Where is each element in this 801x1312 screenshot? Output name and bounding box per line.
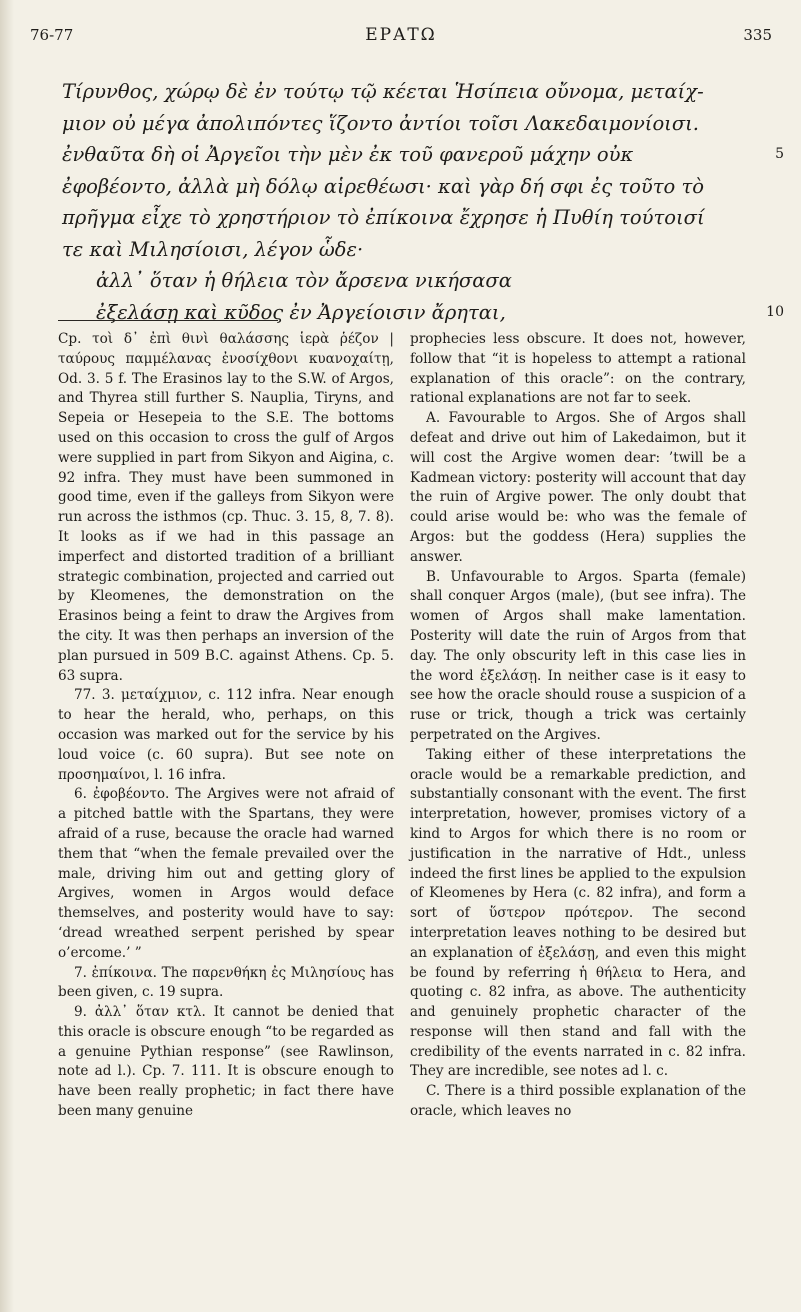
commentary-paragraph: A. Favourable to Argos. She of Argos shall defeat and drive out him of Lakedaimon, but it will cost the Argive women dear: ’twill be a Kadmean victory: posterity will account that day the ruin of Argive power. The only doubt that could arise would be: who was the female of Argos: but the goddess (Hera) supplies the answer. [410,410,746,565]
greek-line-text: ἀλλ᾽ ὅταν ἡ θήλεια τὸν ἄρσενα νικήσασα [96,269,512,292]
section-range: 76-77 [30,26,74,44]
greek-line-text: τε καὶ Μιλησίοισι, λέγον ὧδε· [62,237,364,261]
greek-line [62,171,758,203]
greek-line [62,108,758,140]
commentary-column-right [410,330,746,1122]
greek-text-block [62,76,784,328]
line-number: 10 [766,303,784,320]
greek-line [62,139,784,171]
commentary-paragraph: prophecies less obscure. It does not, however, follow that “it is hopeless to attempt a rational explanation of this oracle”: on the contrary, rational explanations are not far to seek. [410,331,746,407]
greek-line-text: ἐξελάσῃ καὶ κῦδος ἐν Ἀργείοισιν ἄρηται, [96,300,506,324]
greek-line [62,234,758,266]
greek-line [62,265,758,297]
greek-line-text: μιον οὐ μέγα ἀπολιπόντες ἵζοντο ἀντίοι τοῖσι Λακεδαιμονίοισι. [62,111,699,135]
commentary-paragraph: B. Unfavourable to Argos. Sparta (female) shall conquer Argos (male), (but see infra). The women of Argos shall make lamentation. Posterity will date the ruin of Argos from that day. The only obscurity left in this case lies in the word ἐξελάσῃ. In neither case is it easy to see how the oracle should rouse a suspicion of a ruse or trick, though a trick was certainly perpetrated on the Argives. [410,568,746,743]
commentary-paragraph: Cp. τοὶ δ᾽ ἐπὶ θινὶ θαλάσσης ἱερὰ ῥέζον | ταύρους παμμέλανας ἐνοσίχθονι κυανοχαίτῃ, Od. 3. 5 f. The Erasinos lay to the S.W. of Argos, and Thyrea still further S. Nauplia, Tiryns, and Sepeia or Hesepeia to the S.E. The bottoms used on this occasion to cross the gulf of Argos were supplied in part from Sikyon and Aigina, c. 92 infra. They must have been summoned in good time, even if the galleys from Sikyon were run across the isthmos (cp. Thuc. 3. 15, 8, 7. 8). It looks as if we had in this passage an imperfect and distorted tradition of a brilliant strategic combination, projected and carried out by Kleomenes, the demonstration on the Erasinos being a feint to draw the Argives from the city. It was then perhaps an inversion of the plan pursued in 509 B.C. against Athens. Cp. 5. 63 supra. [58,331,394,684]
running-title: ΕΡΑΤΩ [365,25,437,45]
commentary-paragraph: 6. ἐφοβέοντο. The Argives were not afraid of a pitched battle with the Spartans, they were afraid of a ruse, because the oracle had warned them that “when the female prevailed over the male, driving him out and getting glory of Argives, women in Argos would deface themselves, and posterity would have to say: ‘dread wreathed serpent perished by spear o’ercome.’ ” [58,786,394,961]
greek-line-text: πρῆγμα εἶχε τὸ χρηστήριον τὸ ἐπίκοινα ἔχρησε ἡ Πυθίη τούτοισί [62,206,705,229]
line-number: 5 [775,146,784,162]
greek-line-text: ἐφοβέοντο, ἀλλὰ μὴ δόλῳ αἱρεθέωσι· καὶ γὰρ δή σφι ἐς τοῦτο τὸ [62,174,704,198]
greek-line [62,202,758,234]
greek-line [62,297,784,329]
commentary-paragraph: 77. 3. μεταίχμιον, c. 112 infra. Near enough to hear the herald, who, perhaps, on this occasion was marked out for the service by his loud voice (c. 60 supra). But see note on προσημαίνοι, l. 16 infra. [58,687,394,783]
greek-line-text: ἐνθαῦτα δὴ οἱ Ἀργεῖοι τὴν μὲν ἐκ τοῦ φανεροῦ μάχην οὐκ [62,143,634,166]
commentary-paragraph: 7. ἐπίκοινα. The παρενθήκη ἐς Μιλησίους has been given, c. 19 supra. [58,964,394,1001]
page-number: 335 [743,26,772,44]
greek-line-text: Τίρυνθος, χώρῳ δὲ ἐν τούτῳ τῷ κέεται Ἡσίπεια οὔνομα, μεταίχ- [62,80,704,103]
commentary-column-left [58,330,394,1122]
commentary-paragraph: C. There is a third possible explanation of the oracle, which leaves no [410,1083,746,1120]
page-gutter-shadow [0,0,14,1312]
greek-line [62,76,758,108]
running-header [30,26,772,52]
text-notes-divider [58,320,278,321]
commentary-paragraph: 9. ἀλλ᾽ ὅταν κτλ. It cannot be denied that this oracle is obscure enough “to be regarded as a genuine Pythian response” (see Rawlinson, note ad l.). Cp. 7. 111. It is obscure enough to have been really prophetic; in fact there have been many genuine [58,1004,394,1120]
commentary-paragraph: Taking either of these interpretations the oracle would be a remarkable prediction, and substantially consonant with the event. The first interpretation, however, promises victory of a kind to Argos for which there is no room or justification in the narrative of Hdt., unless indeed the first lines be applied to the expulsion of Kleomenes by Hera (c. 82 infra), and form a sort of ὕστερον πρότερον. The second interpretation leaves nothing to be desired but an explanation of ἐξελάσῃ, and even this might be found by referring ἡ θήλεια to Hera, and quoting c. 82 infra, as above. The authenticity and genuinely prophetic character of the response will then stand and fall with the credibility of the events narrated in c. 82 infra. They are incredible, see notes ad l. c. [410,746,746,1080]
